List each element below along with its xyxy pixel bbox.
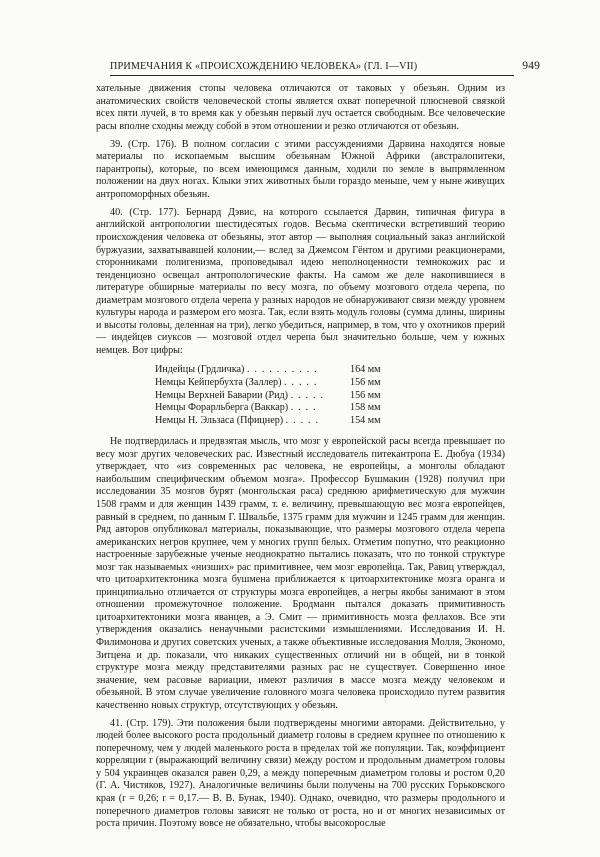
running-header: [110, 60, 540, 76]
paragraph-brain-weight: Не подтвердилась и предвзятая мысль, что мозг у европейской расы всегда превышает по весу мозг других человеческих рас. Известный исследователь питекантропа Е. Дюбуа (1934) утверждает, что «из современных рас человека, не европейцы, а монголы обладают наибольшим специфическим объемом мозга». Профессор Бушмакин (1928) получил при исследовании 35 мозгов бурят (монгольская раса) среднюю арифметическую для мужчин 1508 грамм и для женщин 1439 грамм, т. е. величину, превышающую вес мозга европейцев, равный в среднем, по данным Г. Швальбе, 1375 грамм для мужчин и 1245 грамм для женщин. Ряд авторов опубликовал материалы, показывающие, что размеры мозгового отдела черепа американских негров крупнее, чем у многих групп белых. Отметим попутно, что реакционно настроенные зарубежные ученые неоднократно пытались показать, что по тонкой структуре мозг так называемых «низших» рас примитивнее, чем мозг европейца. Так, Равиц утверждал, что цитоархитектоника мозга бушмена приближается к цитоархитектонике мозга оранга и принципиально отличается от структуры мозга европейцев, а негры якобы занимают в этом отношении промежуточное положение. Бродманн пытался доказать примитивность цитоархитектоники мозга яванцев, а Э. Смит — примитивность мозга феллахов. Все эти утверждения оказались ненаучными расистскими измышлениями. Исследования И. Н. Филимонова и других советских ученых, а также объективные исследования Молля, Экономо, Зитцена и др. показали, что никаких существенных отличий ни в общей, ни в тонкой структуре мозга между представителями разных рас не существует. Совершенно иное значение, чем расовые вариации, имеют различия в массе мозга между человеком и обезьяной. В этом случае увеличение головного мозга человека происходило путем развития качественно новых структур, отсутствующих у обезьян.: [96, 436, 505, 711]
note-40: 40. (Стр. 177). Бернард Дэвис, на которого ссылается Дарвин, типичная фигура в английской антропологии шестидесятых годов. Весьма скептически встретивший теорию происхождения человека от обезьяны, этот автор — выполняя социальный заказ английской буржуазии, захватывавшей колонии,— вслед за Джемсом Гёнтом и другими реакционерами, сторонниками полигенизма, проповедывал идею неполноценности темнокожих рас и тенденциозно освещал антропологические факты. На самом же деле накопившиеся в литературе обширные материалы по весу мозга, по объему мозгового отдела черепа, по диаметрам мозгового отдела черепа у разных народов не обнаруживают связи между уровнем культуры народа и размером его мозга. Так, если взять модуль головы (сумма длины, ширины и высоты головы, деленная на три), легко убедиться, например, в том, что у охотников прерий — индейцев сиуксов — мозговой отдел черепа был значительно больше, чем у южных немцев. Вот цифры:: [96, 206, 505, 356]
head-module-table: [155, 364, 381, 427]
table-row: [155, 415, 381, 428]
paragraph-continuation: хательные движения стопы человека отличаются от таковых у обезьян. Одним из анатомических свойств человеческой стопы является охват поперечной плюсневой связкой всех пяти лучей, в то время как у обезьян первый луч остается свободным. Все человеческие расы вполне сходны между собой в этом отношении и резко отличаются от обезьян.: [96, 83, 505, 132]
table-group: Немцы Н. Эльзаса (Пфицнер): [155, 414, 284, 426]
table-group: Немцы Форарльберга (Ваккар): [155, 402, 289, 414]
dot-leader: . . . . .: [290, 389, 325, 401]
table-group: Немцы Верхней Баварии (Рид): [155, 389, 289, 401]
table-value: 156 мм: [350, 377, 381, 389]
note-39: 39. (Стр. 176). В полном согласии с этими рассуждениями Дарвина находятся новые материалы по ископаемым высшим обезьянам Южной Африки (австралопитеки, парантропы), которые, по всем имеющимся данным, ходили по земле в выпрямленном положении на двух ногах. Клыки этих животных были гораздо меньше, чем у ныне живущих антропоморфных обезьян.: [96, 138, 505, 200]
table-row: [155, 390, 381, 403]
dot-leader: . . . . .: [284, 377, 318, 389]
table-row: [155, 377, 381, 390]
note-41: 41. (Стр. 179). Эти положения были подтверждены многими авторами. Действительно, у людей более высокого роста продольный диаметр головы в среднем крупнее по отношению к поперечному, чем у людей маленького роста в пределах той же популяции. Так, коэффициент корреляции r (выражающий величину связи) между ростом и продольным диаметром головы у 504 украинцев оказался равен 0,29, а между поперечным диаметром головы и ростом 0,20 (Г. А. Чистяков, 1927). Аналогичные величины были получены на 700 русских Горьковского края (r = 0,26; r = 0,17.— В. В. Бунак, 1940). Однако, очевидно, что размеры продольного и поперечного диаметров головы зависят не только от роста, но и от многих независимых от роста причин. Поэтому вовсе не обязательно, чтобы высокорослые: [96, 717, 505, 830]
table-value: 156 мм: [350, 389, 381, 401]
dot-leader: . . . . . . . . . .: [246, 364, 318, 376]
table-group: Немцы Кейпербухта (Заллер): [155, 377, 282, 389]
table-value: 154 мм: [350, 414, 381, 426]
table-group: Индейцы (Грдличка): [155, 364, 245, 376]
text-body: [96, 83, 505, 836]
page-number: 949: [522, 60, 540, 72]
dot-leader: . . . .: [290, 402, 317, 414]
dot-leader: . . . . .: [285, 414, 320, 426]
table-row: [155, 364, 381, 377]
table-row: [155, 402, 381, 415]
table-value: 158 мм: [350, 402, 381, 414]
table-value: 164 мм: [350, 364, 381, 376]
running-title: ПРИМЕЧАНИЯ К «ПРОИСХОЖДЕНИЮ ЧЕЛОВЕКА» (ГЛ. I—VII): [110, 61, 418, 72]
